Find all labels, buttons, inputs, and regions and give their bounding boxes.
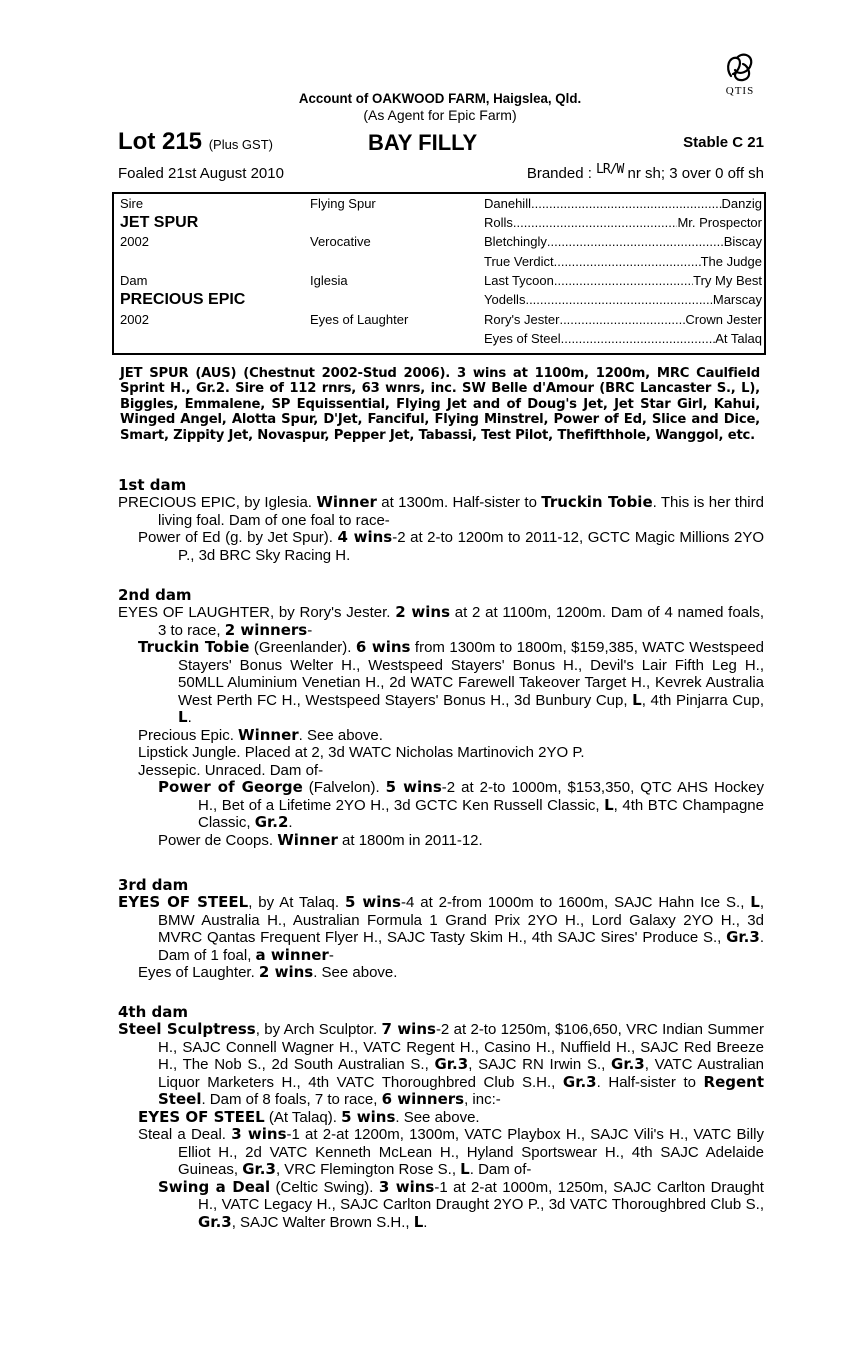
emphasis-text: 6 winners — [381, 1090, 465, 1108]
emphasis-text: Truckin Tobie — [541, 493, 653, 511]
produce-power-de-coops — [118, 832, 764, 850]
emphasis-text: 2 wins — [395, 603, 451, 621]
body-text: -4 at 2-from 1000m to 1600m, SAJC Hahn Ice S., — [400, 894, 751, 911]
pedigree-grandparent: Bletchingly — [484, 234, 547, 249]
emphasis-text: Swing a Deal — [158, 1177, 271, 1196]
body-text: . — [423, 1213, 428, 1231]
second-dam-heading: 2nd dam — [118, 586, 192, 604]
pedigree-col3 — [484, 232, 762, 251]
emphasis-text: 3 wins — [378, 1177, 435, 1196]
emphasis-text: 6 wins — [355, 638, 411, 656]
body-text: . See above. — [298, 726, 383, 744]
body-text: (At Talaq). — [264, 1108, 342, 1126]
pedigree-col3 — [484, 271, 762, 290]
body-text: . Dam of- — [469, 1161, 532, 1178]
first-dam-section — [118, 476, 764, 564]
emphasis-text: 7 wins — [381, 1020, 436, 1038]
body-text: -2 at 2-to 1000m, $153,350, QTC AHS Hockey H., Bet of a Lifetime 2YO H., 3d GCTC Ken Russell Classic, — [198, 779, 764, 814]
body-text: , 4th Pinjarra Cup, — [641, 691, 764, 709]
body-text: . Dam of 8 foals, 7 to race, — [201, 1091, 382, 1108]
second-dam-section — [118, 586, 764, 849]
lot-prefix: Lot — [118, 128, 156, 155]
pedigree-great-grandparent: The Judge — [700, 254, 762, 269]
produce-eyes-of-laughter — [118, 964, 764, 982]
first-dam-produce — [118, 529, 764, 564]
pedigree-great-grandparent: Try My Best — [693, 273, 762, 288]
produce-jessepic: Jessepic. Unraced. Dam of- — [138, 761, 324, 779]
produce-precious-epic — [118, 727, 764, 745]
pedigree-great-grandparent: Biscay — [723, 234, 762, 249]
body-text: , by Arch Sculptor. — [255, 1021, 382, 1038]
body-text: - — [328, 946, 334, 964]
foaled-line — [118, 162, 764, 187]
pedigree-col1: PRECIOUS EPIC — [120, 291, 246, 308]
body-text: at 1300m. Half-sister to — [376, 494, 542, 511]
produce-power-of-george — [118, 779, 764, 832]
body-text: Precious Epic. — [138, 726, 239, 744]
emphasis-text: Gr.3 — [242, 1160, 276, 1178]
body-text: , VATC Australian Liquor Marketers H., 4th VATC Thoroughbred Club S.H., — [158, 1056, 764, 1091]
pedigree-grandparent: True Verdict — [484, 254, 554, 269]
emphasis-text: Power of George — [158, 778, 303, 796]
body-text: , BMW Australia H., Australian Formula 1 Grand Prix 2YO H., Lord Galaxy 2YO H., 3d MVRC Qantas Frequent Flyer H., SAJC Tasty Skim H., 4th SAJC Sires' Produce S., — [158, 894, 765, 946]
brand-mark: LR/W — [596, 162, 624, 177]
pedigree-row — [114, 252, 764, 271]
emphasis-text: Gr.3 — [611, 1055, 645, 1073]
lot-line — [118, 128, 764, 158]
horse-title: BAY FILLY — [368, 130, 478, 155]
body-text: , SAJC RN Irwin S., — [468, 1056, 612, 1073]
body-text: Power of Ed (g. by Jet Spur). — [138, 529, 338, 546]
pedigree-row — [114, 310, 764, 329]
body-text: - — [307, 621, 313, 639]
pedigree-col2: Verocative — [310, 234, 371, 249]
emphasis-text: Winner — [316, 493, 377, 511]
emphasis-text: 4 wins — [337, 528, 393, 546]
fourth-dam-heading: 4th dam — [118, 1003, 188, 1021]
first-dam-heading: 1st dam — [118, 476, 187, 494]
body-text: , SAJC Walter Brown S.H., — [231, 1213, 414, 1231]
pedigree-col2: Flying Spur — [310, 196, 376, 211]
pedigree-col3 — [484, 310, 762, 329]
body-text: , inc:- — [464, 1091, 501, 1108]
pedigree-leader-dots — [554, 252, 701, 271]
pedigree-leader-dots — [547, 232, 724, 251]
body-text: (Celtic Swing). — [270, 1178, 379, 1196]
body-text: . See above. — [395, 1108, 480, 1126]
pedigree-leader-dots — [531, 194, 722, 213]
pedigree-col3 — [484, 329, 762, 348]
emphasis-text: 2 winners — [224, 620, 308, 639]
body-text: at 1800m in 2011-12. — [337, 831, 483, 849]
pedigree-col1: Dam — [120, 273, 148, 288]
qtis-logo — [716, 50, 764, 97]
pedigree-row — [114, 213, 764, 232]
fourth-dam-para — [118, 1021, 764, 1109]
pedigree-great-grandparent: Marscay — [712, 292, 762, 307]
body-text: . — [288, 814, 293, 831]
produce-truckin-tobie — [118, 639, 764, 727]
pedigree-row — [114, 194, 764, 213]
emphasis-text: Truckin Tobie — [138, 638, 250, 656]
pedigree-great-grandparent: Mr. Prospector — [677, 215, 762, 230]
emphasis-text: Gr.3 — [198, 1212, 232, 1231]
lot-label — [118, 128, 273, 156]
emphasis-text: Regent Steel — [158, 1072, 765, 1108]
body-text: -2 at 2-to 1250m, $106,650, VRC Indian Summer H., SAJC Connell Wagner H., VATC Regent H., Casino H., Nuffield H., SAJC Red Breeze H., The Nob S., 2d South Australian S., — [158, 1021, 765, 1073]
third-dam-heading: 3rd dam — [118, 876, 189, 894]
emphasis-text: 5 wins — [344, 893, 401, 911]
emphasis-text: Gr.3 — [562, 1072, 597, 1091]
logo-text: QTIS — [725, 85, 755, 97]
emphasis-text: Gr.3 — [726, 928, 760, 946]
pedigree-great-grandparent: At Talaq — [715, 331, 762, 346]
pedigree-col1: JET SPUR — [120, 214, 199, 231]
second-dam-para — [118, 604, 764, 639]
pedigree-col3 — [484, 213, 762, 232]
body-text: -1 at 2-at 1000m, 1250m, SAJC Carlton Draught H., VATC Legacy H., SAJC Carlton Draught 2YO P., 3d VATC Thoroughbred Club S., — [198, 1178, 764, 1213]
emphasis-text: 2 wins — [258, 963, 314, 981]
qtis-emblem-icon — [723, 50, 757, 84]
pedigree-table — [112, 192, 766, 355]
body-text: . — [187, 709, 192, 726]
fourth-dam-section — [118, 1003, 764, 1231]
pedigree-leader-dots — [561, 329, 716, 348]
plus-gst: (Plus GST) — [208, 137, 273, 152]
body-text: PRECIOUS EPIC, by Iglesia. — [118, 494, 317, 511]
body-text: EYES OF LAUGHTER, by Rory's Jester. — [118, 604, 396, 621]
emphasis-text: EYES OF STEEL — [118, 893, 249, 911]
produce-steal-a-deal — [118, 1126, 764, 1179]
pedigree-leader-dots — [525, 290, 712, 309]
pedigree-leader-dots — [513, 213, 678, 232]
vendor-agent: (As Agent for Epic Farm) — [363, 107, 517, 123]
pedigree-col1: Sire — [120, 196, 144, 211]
emphasis-text: L — [632, 690, 642, 709]
body-text: , VRC Flemington Rose S., — [275, 1161, 461, 1178]
pedigree-grandparent: Last Tycoon — [484, 273, 554, 288]
emphasis-text: L — [460, 1160, 470, 1178]
emphasis-text: L — [413, 1212, 424, 1231]
emphasis-text: L — [604, 795, 614, 814]
stable-number: Stable C 21 — [683, 134, 764, 151]
pedigree-grandparent: Rory's Jester — [484, 312, 560, 327]
body-text: Power de Coops. — [158, 831, 278, 849]
body-text: . See above. — [313, 964, 398, 981]
pedigree-leader-dots — [559, 310, 685, 329]
first-dam-para — [118, 494, 764, 529]
body-text: from 1300m to 1800m, $159,385, WATC Westspeed Stayers' Bonus Welter H., Westspeed Stayers' Bonus H., Devil's Lair Fifth Leg H., 50MLL Aluminium Venetian H., 2d WATC Farewell Takeover Target H., Kevrek Australia West Perth FC H., Westspeed Stayers' Bonus H., 3d Bunbury Cup, — [178, 639, 765, 709]
branded-info — [526, 162, 764, 182]
lot-number: 215 — [161, 128, 203, 155]
emphasis-text: Gr.2 — [254, 813, 289, 831]
pedigree-col1: 2002 — [120, 312, 149, 327]
pedigree-grandparent: Eyes of Steel — [484, 331, 561, 346]
pedigree-leader-dots — [554, 271, 693, 290]
vendor-account: Account of OAKWOOD FARM, Haigslea, Qld. — [298, 90, 582, 106]
pedigree-col2: Iglesia — [310, 273, 348, 288]
pedigree-grandparent: Danehill — [484, 196, 531, 211]
pedigree-col3 — [484, 194, 762, 213]
emphasis-text: L — [178, 708, 188, 726]
produce-eyes-of-steel — [118, 1109, 764, 1127]
pedigree-grandparent: Yodells — [484, 292, 526, 307]
pedigree-great-grandparent: Crown Jester — [685, 312, 762, 327]
emphasis-text: L — [750, 893, 760, 911]
pedigree-col2: Eyes of Laughter — [310, 312, 409, 327]
body-text: at 2 at 1100m, 1200m. Dam of 4 named foals, 3 to race, — [158, 604, 764, 639]
body-text: -2 at 2-to 1200m to 2011-12, GCTC Magic Millions 2YO P., 3d BRC Sky Racing H. — [178, 529, 764, 564]
pedigree-col3 — [484, 290, 762, 309]
emphasis-text: Winner — [277, 830, 338, 849]
emphasis-text: 5 wins — [341, 1107, 396, 1126]
branded-label: Branded : — [526, 165, 592, 182]
emphasis-text: 5 wins — [385, 778, 442, 796]
body-text: . Half-sister to — [596, 1073, 704, 1091]
sire-paragraph: JET SPUR (AUS) (Chestnut 2002-Stud 2006). 3 wins at 1100m, 1200m, MRC Caulfield Sprint H., Gr.2. Sire of 112 rnrs, 63 wnrs, inc. SW Belle d'Amour (BRC Lancaster S., L), Biggles, Emmalene, SP Equissential, Flying Jet and of Doug's Jet, Jet Star Girl, Kahui, Winged Angel, Alotta Spur, D'Jet, Fanciful, Flying Minstrel, Power of Ed, Slice and Dice, Smart, Zippity Jet, Novaspur, Pepper Jet, Tabassi, Test Pilot, Thefifthhole, Wanggol, etc. — [120, 366, 760, 443]
pedigree-col1: 2002 — [120, 234, 149, 249]
emphasis-text: a winner — [255, 945, 329, 964]
pedigree-row — [114, 271, 764, 290]
branded-detail: nr sh; 3 over 0 off sh — [627, 165, 764, 182]
foaled-date: Foaled 21st August 2010 — [118, 165, 284, 182]
body-text: . This is her third living foal. Dam of one foal to race- — [158, 494, 764, 529]
pedigree-grandparent: Rolls — [484, 215, 513, 230]
emphasis-text: Gr.3 — [434, 1055, 469, 1073]
produce-lipstick-jungle: Lipstick Jungle. Placed at 2, 3d WATC Nicholas Martinovich 2YO P. — [138, 744, 585, 761]
pedigree-row — [114, 290, 764, 309]
body-text: , 4th BTC Champagne Classic, — [198, 796, 764, 831]
body-text: (Greenlander). — [249, 639, 356, 656]
emphasis-text: Steel Sculptress — [118, 1020, 256, 1038]
body-text: Steal a Deal. — [138, 1126, 232, 1143]
body-text: -1 at 2-at 1200m, 1300m, VATC Playbox H., SAJC Vili's H., VATC Billy Elliot H., 2d VATC Kenneth McLean H., Hyland Sportswear H., 4th SAJC Adelaide Guineas, — [178, 1126, 764, 1178]
third-dam-section — [118, 876, 764, 982]
pedigree-row — [114, 329, 764, 348]
pedigree-col3 — [484, 252, 762, 271]
third-dam-para — [118, 894, 764, 964]
pedigree-row — [114, 232, 764, 251]
body-text: , by At Talaq. — [248, 894, 345, 911]
body-text: . Dam of 1 foal, — [158, 929, 764, 964]
body-text: Eyes of Laughter. — [138, 964, 259, 981]
emphasis-text: Winner — [238, 725, 299, 744]
body-text: (Falvelon). — [302, 779, 386, 796]
produce-swing-a-deal — [118, 1179, 764, 1232]
emphasis-text: 3 wins — [231, 1125, 287, 1143]
emphasis-text: EYES OF STEEL — [138, 1107, 265, 1126]
pedigree-great-grandparent: Danzig — [721, 196, 762, 211]
